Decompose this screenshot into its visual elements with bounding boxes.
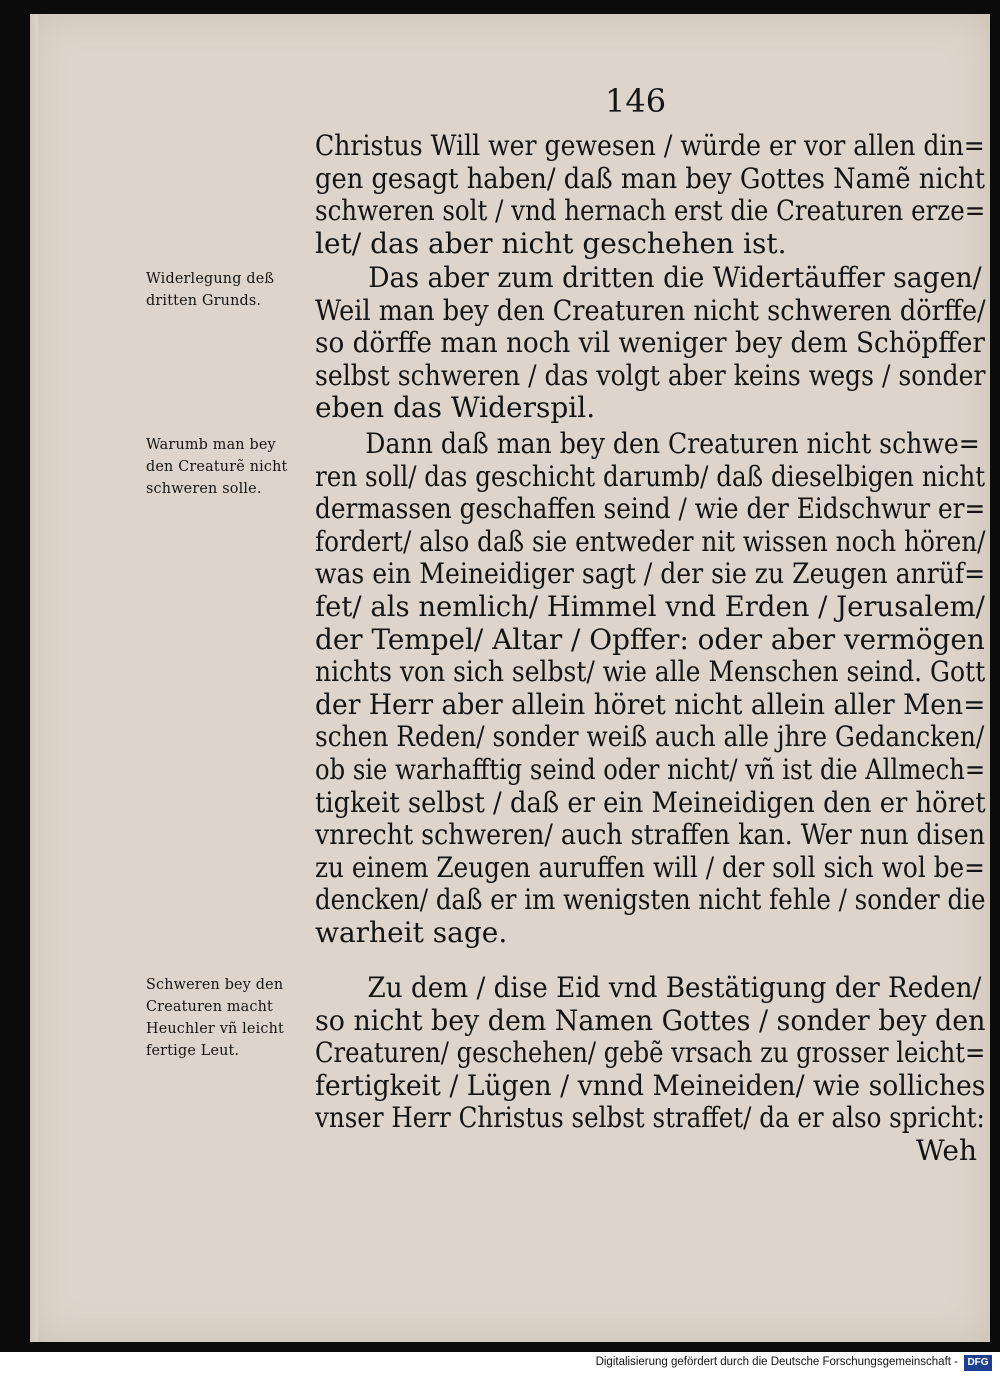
text-line: vnser Herr Christus selbst straffet/ da er also spricht: bbox=[315, 1101, 985, 1135]
text-line: vnrecht schweren/ auch straffen kan. Wer nun disen bbox=[315, 818, 985, 852]
text-line: so nicht bey dem Namen Gottes / sonder bey den bbox=[315, 1003, 986, 1037]
paragraph-3 bbox=[315, 428, 985, 950]
page-edge bbox=[30, 14, 38, 1342]
text-line: dencken/ daß er im wenigsten nicht fehle / sonder die bbox=[315, 883, 986, 917]
margin-note-refutation bbox=[146, 268, 316, 312]
paragraph-2 bbox=[315, 262, 985, 425]
page-number: 146 bbox=[605, 82, 667, 120]
text-line: was ein Meineidiger sagt / der sie zu Zeugen anrüf= bbox=[315, 557, 986, 591]
margin-note-line: Schweren bey den bbox=[146, 977, 284, 993]
dfg-logo: DFG bbox=[964, 1355, 992, 1371]
text-line: nichts von sich selbst/ wie alle Menschen seind. Gott bbox=[315, 655, 986, 689]
margin-note-line: Widerlegung deß bbox=[146, 271, 275, 287]
text-line: schen Reden/ sonder weiß auch alle jhre Gedancken/ bbox=[315, 720, 985, 754]
text-line: ren soll/ das geschicht darumb/ daß dieselbigen nicht bbox=[315, 459, 986, 493]
text-line: fet/ als nemlich/ Himmel vnd Erden / Jerusalem/ bbox=[315, 589, 985, 623]
funding-credit: Digitalisierung gefördert durch die Deutsche Forschungsgemeinschaft - bbox=[595, 1356, 958, 1368]
margin-note-line: Warumb man bey bbox=[146, 437, 276, 453]
margin-note-line: schweren solle. bbox=[146, 481, 262, 497]
margin-note-line: fertige Leut. bbox=[146, 1043, 240, 1059]
text-line: let/ das aber nicht geschehen ist. bbox=[315, 226, 787, 260]
text-line: dermassen geschaffen seind / wie der Eidschwur er= bbox=[315, 492, 986, 526]
text-line: Creaturen/ geschehen/ gebẽ vrsach zu grosser leicht= bbox=[315, 1036, 986, 1070]
margin-note-line: den Creaturẽ nicht bbox=[146, 459, 288, 475]
text-line: der Tempel/ Altar / Opffer: oder aber vermögen bbox=[315, 622, 985, 656]
text-line: Weil man bey den Creaturen nicht schweren dörffe/ bbox=[315, 293, 986, 327]
text-line: der Herr aber allein höret nicht allein aller Men= bbox=[315, 687, 986, 721]
text-line: fertigkeit / Lügen / vnnd Meineiden/ wie solliches bbox=[315, 1068, 986, 1102]
margin-note-line: dritten Grunds. bbox=[146, 293, 262, 309]
paragraph-4 bbox=[315, 972, 985, 1168]
margin-note-why bbox=[146, 434, 316, 500]
text-line: tigkeit selbst / daß er ein Meineidigen den er höret bbox=[315, 785, 986, 819]
paragraph-1 bbox=[315, 130, 985, 260]
footer-bar bbox=[0, 1352, 1000, 1376]
text-line: Zu dem / dise Eid vnd Bestätigung der Reden/ bbox=[367, 971, 982, 1004]
text-line: selbst schweren / das volgt aber keins wegs / sonder bbox=[315, 358, 986, 392]
text-line: schweren solt / vnd hernach erst die Creaturen erze= bbox=[315, 194, 986, 228]
text-line: eben das Widerspil. bbox=[315, 391, 596, 425]
text-line: so dörffe man noch vil weniger bey dem Schöpffer bbox=[315, 326, 985, 360]
text-line: warheit sage. bbox=[315, 915, 508, 949]
text-line: fordert/ also daß sie entweder nit wissen noch hören/ bbox=[315, 524, 986, 558]
text-line: Dann daß man bey den Creaturen nicht schwe= bbox=[365, 427, 980, 460]
catchword: Weh bbox=[915, 1133, 977, 1167]
text-line: gen gesagt haben/ daß man bey Gottes Namẽ nicht bbox=[315, 161, 985, 195]
margin-note-hypocrites bbox=[146, 974, 316, 1062]
margin-note-line: Creaturen macht bbox=[146, 999, 274, 1015]
text-line: Christus Will wer gewesen / würde er vor allen din= bbox=[315, 129, 985, 162]
margin-note-line: Heuchler vñ leicht bbox=[146, 1021, 284, 1037]
text-line: zu einem Zeugen auruffen will / der soll sich wol be= bbox=[315, 850, 985, 884]
text-line: ob sie warhafftig seind oder nicht/ vñ ist die Allmech= bbox=[315, 752, 986, 786]
text-line: Das aber zum dritten die Widertäuffer sagen/ bbox=[368, 261, 982, 294]
book-page bbox=[30, 14, 990, 1342]
